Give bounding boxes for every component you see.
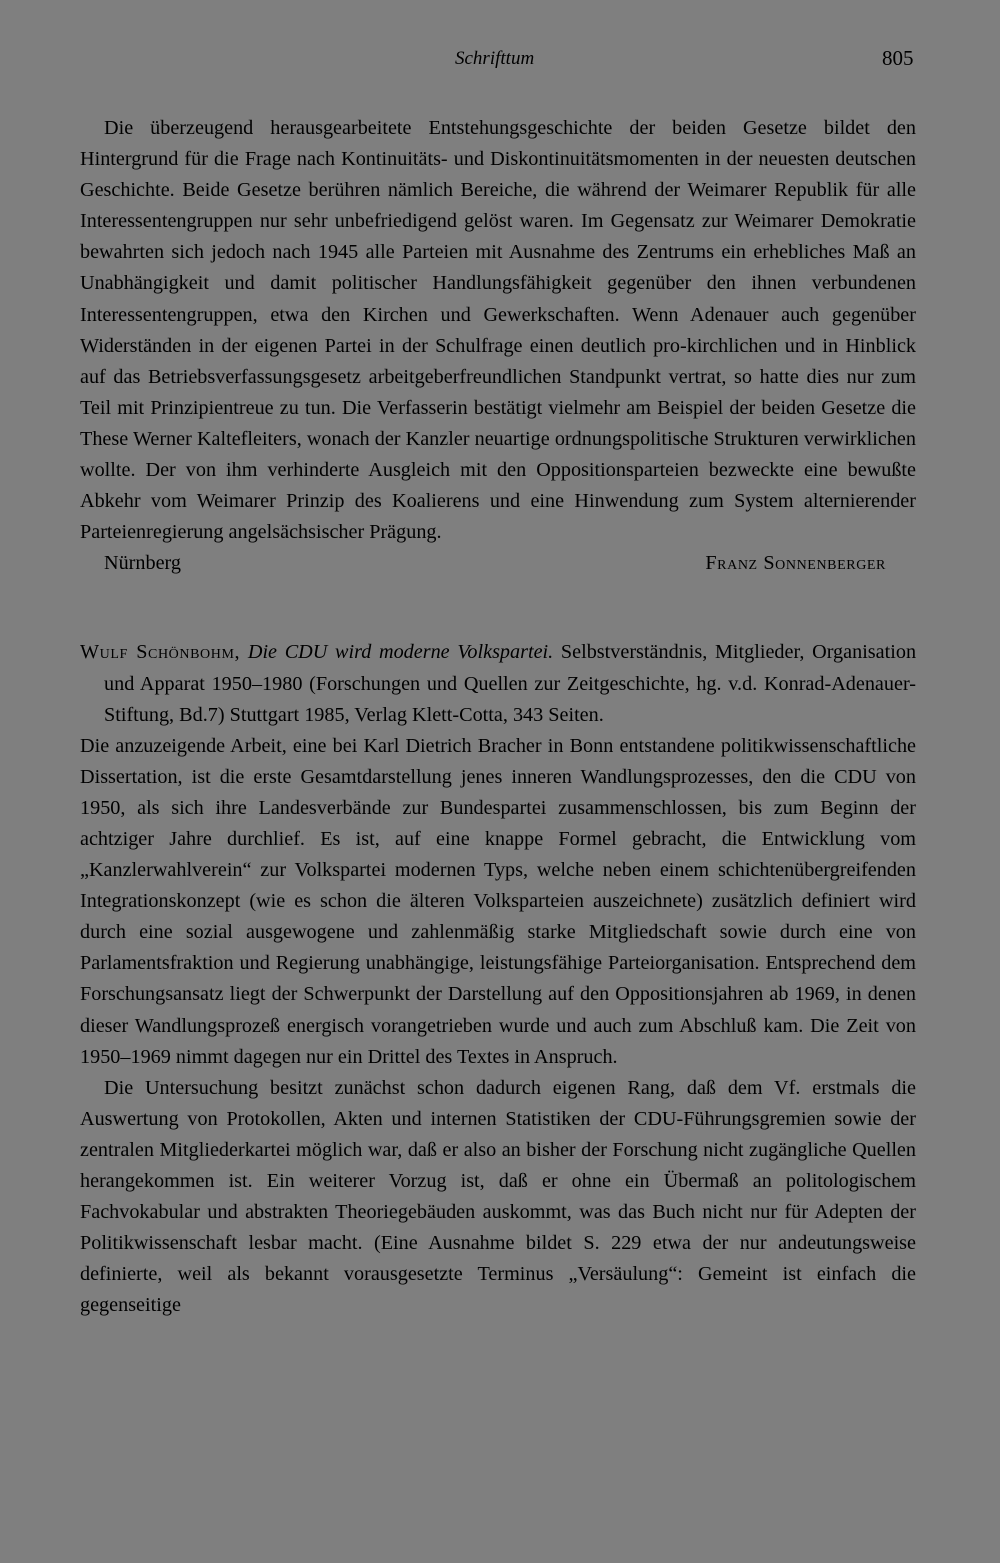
review1-place: Nürnberg: [104, 552, 181, 575]
body-text: [80, 113, 916, 1321]
review1-reviewer: Franz Sonnenberger: [705, 552, 886, 575]
review2-book-details: Selbstverständnis, Mitglieder, Organisation und Apparat 1950–1980 (Forschungen und Quellen zur Zeitgeschichte, hg. v.d. Konrad-Adenauer-Stiftung, Bd.7) Stuttgart 1985, Verlag Klett-Cotta, 343 Seiten.: [104, 641, 917, 726]
running-title: Schrifttum: [455, 48, 535, 69]
page-header: [0, 44, 1000, 74]
review1-paragraph: Die überzeugend herausgearbeitete Entstehungsgeschichte der beiden Gesetze bildet den Hintergrund für die Frage nach Kontinuitäts- und Diskontinuitätsmomenten in der neuesten deutschen Geschichte. Beide Gesetze berühren nämlich Bereiche, die während der Weimarer Republik für alle Interessentengruppen nur sehr unbefriedigend gelöst waren. Im Gegensatz zur Weimarer Demokratie bewahrten sich jedoch nach 1945 alle Parteien mit Ausnahme des Zentrums ein erhebliches Maß an Unabhängigkeit und damit politischer Handlungsfähigkeit gegenüber den ihnen verbundenen Interessentengruppen, etwa den Kirchen und Gewerkschaften. Wenn Adenauer auch gegenüber Widerständen in der eigenen Partei in der Schulfrage einen deutlich pro-kirchlichen und in Hinblick auf das Betriebsverfassungsgesetz arbeitgeberfreundlichen Standpunkt vertrat, so hatte dies nur zum Teil mit Prinzipientreue zu tun. Die Verfasserin bestätigt vielmehr am Beispiel der beiden Gesetze die These Werner Kaltefleiters, wonach der Kanzler neuartige ordnungspolitische Strukturen verwirklichen wollte. Der von ihm verhinderte Ausgleich mit den Oppositionsparteien bezweckte eine bewußte Abkehr vom Weimarer Prinzip des Koalierens und eine Hinwendung zum System alternierender Parteienregierung angelsächsischer Prägung.: [80, 117, 916, 544]
review2-book-title: Die CDU wird moderne Volkspartei.: [247, 641, 554, 664]
review1-signature: [80, 548, 916, 579]
page-number: 805: [882, 46, 914, 70]
review2-paragraph-2: Die Untersuchung besitzt zunächst schon dadurch eigenen Rang, daß dem Vf. erstmals die Auswertung von Protokollen, Akten und internen Statistiken der CDU-Führungsgremien sowie der zentralen Mitgliederkartei möglich war, daß er also an bisher der Forschung nicht zugängliche Quellen herangekommen ist. Ein weiterer Vorzug ist, daß er ohne ein Übermaß an politologischem Fachvokabular und abstrakten Theoriegebäuden auskommt, was das Buch nicht nur für Adepten der Politikwissenschaft lesbar macht. (Eine Ausnahme bildet S. 229 etwa der nur andeutungsweise definierte, weil als bekannt vorausgesetzte Terminus „Versäulung“: Gemeint ist einfach die gegenseitige: [80, 1076, 916, 1317]
review2-author: Wulf Schönbohm,: [80, 641, 241, 664]
review2-bibliographic-entry: [80, 637, 916, 730]
section-gap: [80, 579, 916, 637]
review2-paragraph-1: Die anzuzeigende Arbeit, eine bei Karl Dietrich Bracher in Bonn entstandene politikwissenschaftliche Dissertation, ist die erste Gesamtdarstellung jenes inneren Wandlungsprozesses, den die CDU von 1950, als sich ihre Landesverbände zur Bundespartei zusammenschlossen, bis zum Beginn der achtziger Jahre durchlief. Es ist, auf eine knappe Formel gebracht, die Entwicklung vom „Kanzlerwahlverein“ zur Volkspartei modernen Typs, welche neben einem schichtenübergreifenden Integrationskonzept (wie es schon die älteren Volksparteien auszeichnete) zusätzlich definiert wird durch eine sozial ausgewogene und zahlenmäßig starke Mitgliedschaft sowie durch eine von Parlamentsfraktion und Regierung unabhängige, leistungsfähige Parteiorganisation. Entsprechend dem Forschungsansatz liegt der Schwerpunkt der Darstellung auf den Oppositionsjahren ab 1969, in denen dieser Wandlungsprozeß energisch vorangetrieben wurde und auch zum Abschluß kam. Die Zeit von 1950–1969 nimmt dagegen nur ein Drittel des Textes in Anspruch.: [80, 734, 916, 1068]
